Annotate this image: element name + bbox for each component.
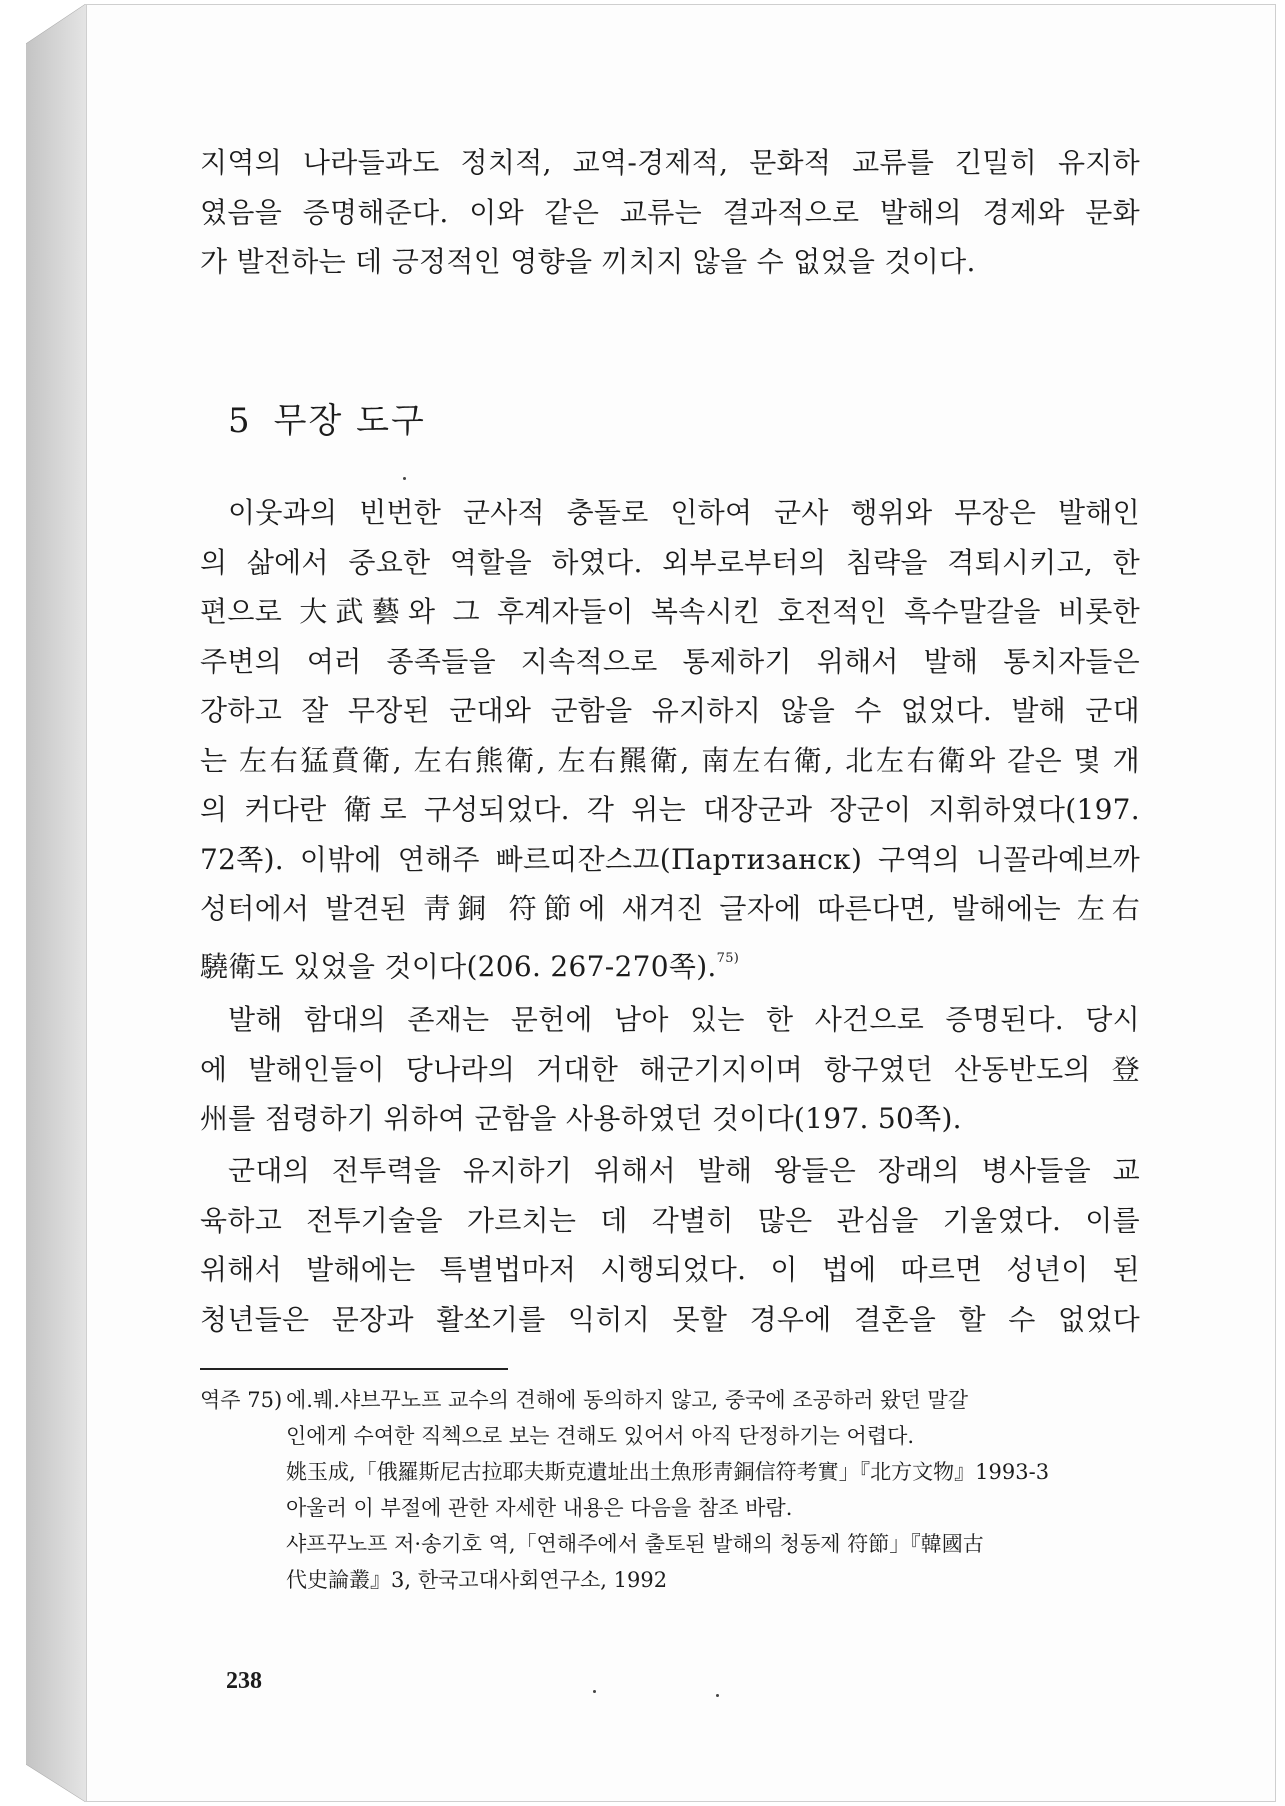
footnote-ref[interactable]: 75): [716, 950, 740, 966]
text-line: 이웃과의 빈번한 군사적 충돌로 인하여 군사 행위와 무장은 발해인: [228, 496, 1140, 529]
text-line: 였음을 증명해준다. 이와 같은 교류는 결과적으로 발해의 경제와 문화: [200, 195, 1140, 229]
text-line: 驍衛도 있었을 것이다(206. 267-270쪽).: [200, 949, 717, 983]
footnote-label: 역주 75): [200, 1388, 283, 1412]
text-line: 는 左右猛賁衛, 左右熊衛, 左右羆衛, 南左右衛, 北左右衛와 같은 몇 개: [200, 743, 1140, 777]
paragraph-3: [200, 1146, 1140, 1344]
footnote-line: 代史論叢』3, 한국고대사회연구소, 1992: [286, 1568, 668, 1592]
text-line: 의 삶에서 중요한 역할을 하였다. 외부로부터의 침략을 격퇴시키고, 한: [200, 545, 1140, 579]
speck-mark: [716, 1694, 719, 1697]
text-line: 위해서 발해에는 특별법마저 시행되었다. 이 법에 따르면 성년이 된: [200, 1253, 1140, 1286]
text-line: 72쪽). 이밖에 연해주 빠르띠잔스끄(Партизанск) 구역의 니꼴라예브까: [200, 842, 1140, 876]
speck-mark: [593, 1690, 596, 1693]
paragraph-1: [200, 488, 1140, 991]
section-number: 5: [228, 401, 252, 441]
text-line: 성터에서 발견된 靑銅 符節에 새겨진 글자에 따른다면, 발해에는 左右: [200, 892, 1140, 925]
text-line-with-footnote: [200, 934, 1140, 992]
footnote-line: 姚玉成,「俄羅斯尼古拉耶夫斯克遺址出土魚形靑銅信符考實」『北方文物』1993-3: [286, 1460, 1050, 1484]
text-line: 육하고 전투기술을 가르치는 데 각별히 많은 관심을 기울였다. 이를: [200, 1203, 1140, 1237]
text-line: 청년들은 문장과 활쏘기를 익히지 못할 경우에 결혼을 할 수 없었다: [200, 1302, 1140, 1336]
top-paragraph: [200, 138, 1140, 287]
page-number: 238: [226, 1668, 262, 1694]
text-line: 주변의 여러 종족들을 지속적으로 통제하기 위해서 발해 통치자들은: [200, 644, 1140, 678]
footnote-text: 에.붸.샤브꾸노프 교수의 견해에 동의하지 않고, 중국에 조공하러 왔던 말갈: [286, 1388, 969, 1412]
footnote-line: 인에게 수여한 직첵으로 보는 견해도 있어서 아직 단정하기는 어렵다.: [286, 1424, 915, 1448]
text-line: 지역의 나라들과도 정치적, 교역-경제적, 문화적 교류를 긴밀히 유지하: [200, 146, 1140, 179]
paragraph-2: [200, 995, 1140, 1144]
section-heading: [228, 393, 448, 442]
footnote-rule: [200, 1368, 508, 1370]
text-line: 군대의 전투력을 유지하기 위해서 발해 왕들은 장래의 병사들을 교: [228, 1154, 1140, 1187]
footnote: [200, 1382, 1145, 1598]
footnote-first-line: [200, 1382, 1145, 1418]
footnote-line: 샤프꾸노프 저·송기호 역,「연해주에서 출토된 발해의 청동제 符節」『韓國古: [286, 1532, 984, 1556]
book-spine: [26, 4, 86, 1802]
text-line: 가 발전하는 데 긍정적인 영향을 끼치지 않을 수 없었을 것이다.: [200, 245, 976, 278]
text-line: 에 발해인들이 당나라의 거대한 해군기지이며 항구였던 산동반도의 登: [200, 1052, 1140, 1086]
text-line: 발해 함대의 존재는 문헌에 남아 있는 한 사건으로 증명된다. 당시: [228, 1003, 1140, 1036]
text-line: 州를 점령하기 위하여 군함을 사용하였던 것이다(197. 50쪽).: [200, 1102, 962, 1135]
text-line: 편으로 大武藝와 그 후계자들이 복속시킨 호전적인 흑수말갈을 비롯한: [200, 595, 1140, 628]
text-line: 의 커다란 衛로 구성되었다. 각 위는 대장군과 장군이 지휘하였다(197.: [200, 793, 1140, 826]
text-line: 강하고 잘 무장된 군대와 군함을 유지하지 않을 수 없었다. 발해 군대: [200, 694, 1140, 727]
footnote-line: 아울러 이 부절에 관한 자세한 내용은 다음을 참조 바람.: [286, 1496, 793, 1520]
section-title: 무장 도구: [273, 401, 426, 441]
speck-mark: [403, 477, 406, 480]
